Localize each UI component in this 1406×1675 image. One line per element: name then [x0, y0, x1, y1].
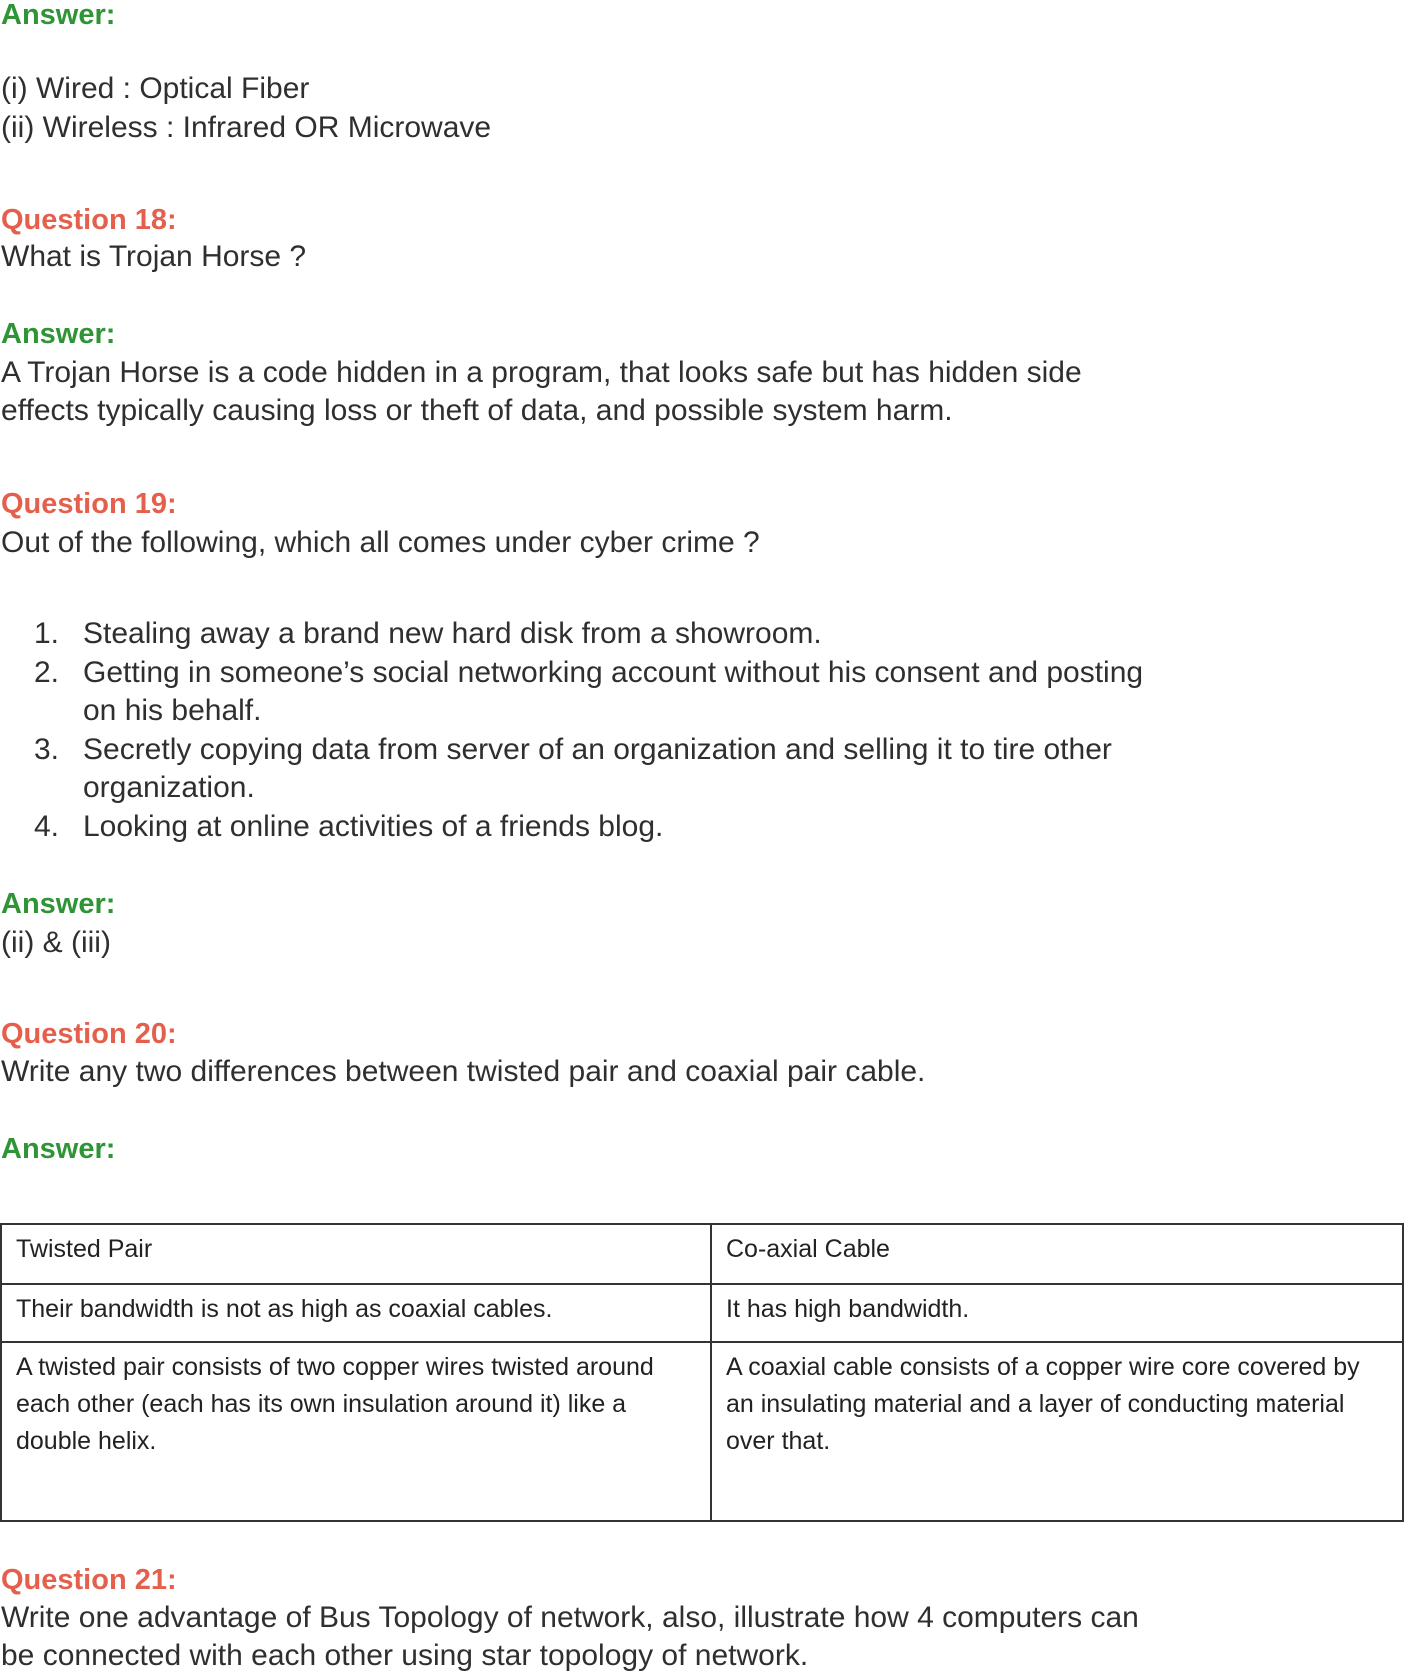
- question-20-label: Question 20:: [1, 1018, 177, 1050]
- option-text: Stealing away a brand new hard disk from a showroom.: [83, 617, 822, 650]
- answer-line: effects typically causing loss or theft of data, and possible system harm.: [1, 394, 953, 427]
- question-19-label: Question 19:: [1, 488, 177, 520]
- answer-line: (i) Wired : Optical Fiber: [1, 72, 310, 105]
- answer-heading: Answer:: [1, 318, 116, 350]
- question-21-label: Question 21:: [1, 1564, 177, 1596]
- question-21-text: Write one advantage of Bus Topology of network, also, illustrate how 4 computers can: [1, 1601, 1139, 1634]
- question-18-label: Question 18:: [1, 204, 177, 236]
- option-number: 1.: [34, 617, 60, 650]
- question-20-text: Write any two differences between twisted pair and coaxial pair cable.: [1, 1055, 926, 1088]
- table-cell: It has high bandwidth.: [711, 1284, 1403, 1342]
- option-text: Secretly copying data from server of an organization and selling it to tire other: [83, 733, 1112, 766]
- question-19-text: Out of the following, which all comes under cyber crime ?: [1, 526, 760, 559]
- answer-heading: Answer:: [1, 0, 116, 31]
- answer-heading: Answer:: [1, 888, 116, 920]
- answer-line: (ii) Wireless : Infrared OR Microwave: [1, 111, 492, 144]
- table-header-cell: Twisted Pair: [1, 1224, 711, 1284]
- option-number: 3.: [34, 733, 60, 766]
- table-cell: Their bandwidth is not as high as coaxial cables.: [1, 1284, 711, 1342]
- table-header-cell: Co-axial Cable: [711, 1224, 1403, 1284]
- option-text: on his behalf.: [83, 694, 262, 727]
- table-header-row: [1, 1224, 1403, 1284]
- table-cell: A twisted pair consists of two copper wires twisted around each other (each has its own insulation around it) like a double helix.: [1, 1342, 711, 1521]
- comparison-table: [0, 1223, 1404, 1522]
- question-21-text: be connected with each other using star topology of network.: [1, 1639, 809, 1672]
- option-number: 2.: [34, 656, 60, 689]
- answer-line: (ii) & (iii): [1, 926, 111, 959]
- question-18-text: What is Trojan Horse ?: [1, 240, 307, 273]
- option-text: organization.: [83, 771, 255, 804]
- option-number: 4.: [34, 810, 60, 843]
- option-text: Looking at online activities of a friends blog.: [83, 810, 664, 843]
- answer-heading: Answer:: [1, 1133, 116, 1165]
- table-row: [1, 1284, 1403, 1342]
- option-text: Getting in someone’s social networking account without his consent and posting: [83, 656, 1144, 689]
- table-row: [1, 1342, 1403, 1521]
- answer-line: A Trojan Horse is a code hidden in a program, that looks safe but has hidden side: [1, 356, 1082, 389]
- table-cell: A coaxial cable consists of a copper wire core covered by an insulating material and a layer of conducting material over that.: [711, 1342, 1403, 1521]
